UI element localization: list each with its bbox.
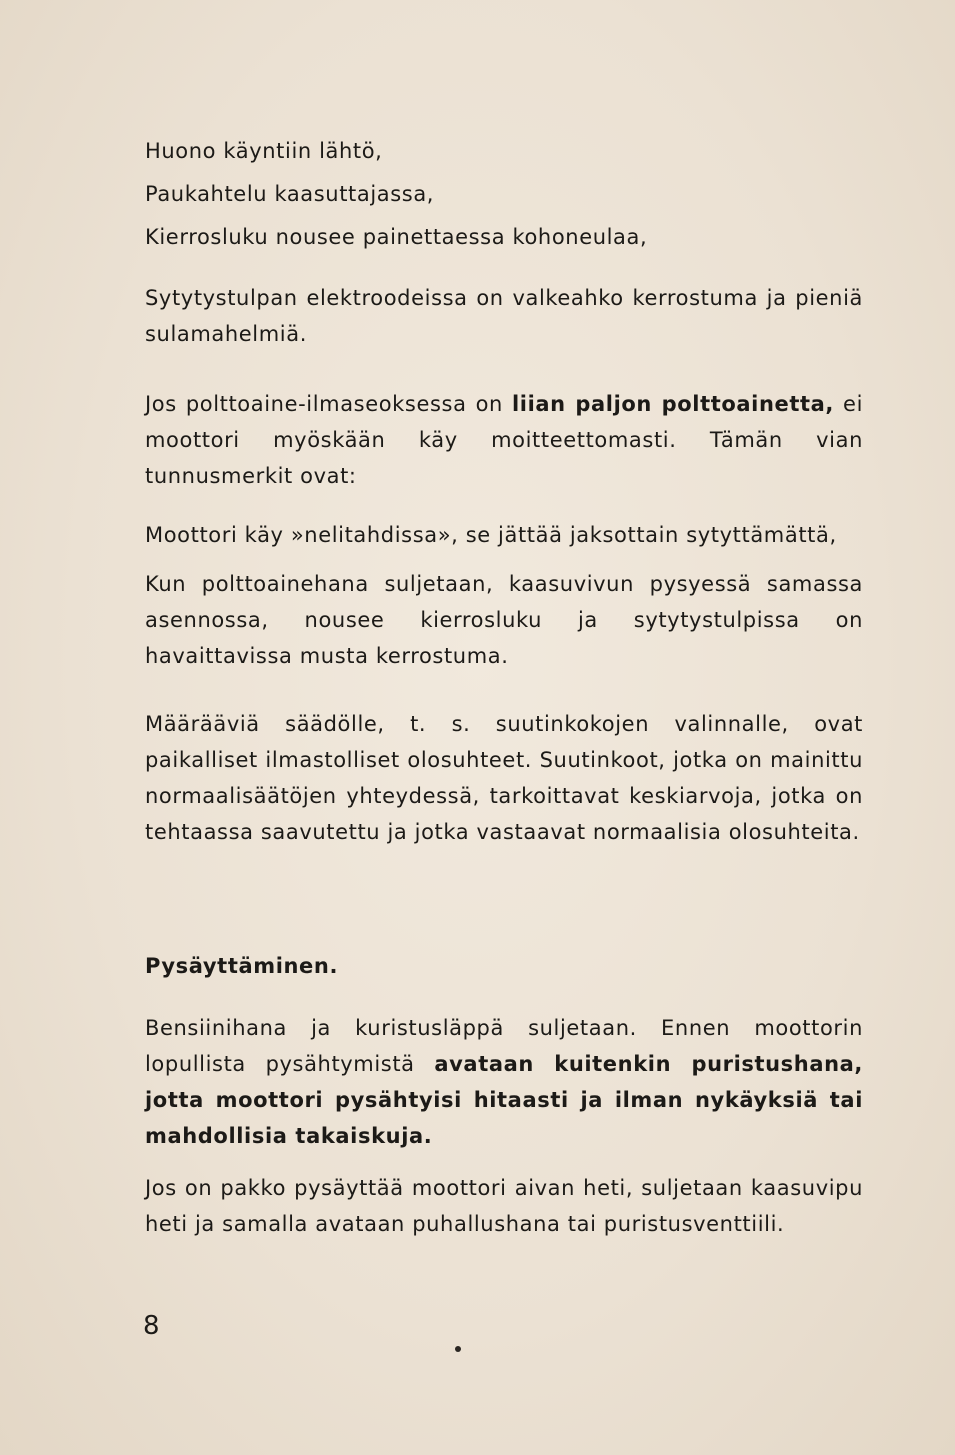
paragraph-jos-start: Jos polttoaine-ilmaseoksessa on [145, 392, 512, 416]
page-number: 8 [143, 1311, 160, 1341]
paragraph-bensiinihana-start: Bensiinihana ja kuristusläppä suljetaan. Ennen moottorin lopullista pysähtymistä [145, 1016, 863, 1076]
symptom-line-3: Kierrosluku nousee painettaessa kohoneulaa, [145, 225, 648, 249]
paragraph-maaraavia: Määrääviä säädölle, t. s. suutinkokojen valinnalle, ovat paikalliset ilmastolliset olosuhteet. Suutinkoot, jotka on mainittu normaalisäätöjen yhteydessä, tarkoittavat keskiarvoja, jotka on tehtaassa saavutettu ja jotka vastaavat normaalisia olosuhteita. [145, 712, 863, 844]
paragraph-kun-polttoainehana: Kun polttoainehana suljetaan, kaasuvivun pysyessä samassa asennossa, nousee kierrosluku ja sytytystulpissa on havaittavissa musta kerrostuma. [145, 572, 863, 668]
ink-dot [455, 1346, 461, 1352]
paragraph-sytytystulpan: Sytytystulpan elektroodeissa on valkeahko kerrostuma ja pieniä sulamahelmiä. [145, 286, 863, 346]
paragraph-bensiinihana-bold: avataan kuitenkin puristushana, jotta moottori pysähtyisi hitaasti ja ilman nykäyksiä tai mahdollisia takaiskuja. [145, 1052, 863, 1148]
symptom-list [145, 133, 863, 255]
line-moottori-kay: Moottori käy »nelitahdissa», se jättää jaksottain sytyttämättä, [145, 523, 837, 547]
paragraph-jos-polttoaine [145, 386, 863, 494]
symptom-line-2: Paukahtelu kaasuttajassa, [145, 182, 435, 206]
section-heading-pysayttaminen: Pysäyttäminen. [145, 954, 339, 978]
paragraph-bensiinihana [145, 1010, 863, 1154]
paragraph-jos-bold: liian paljon polttoainetta, [512, 392, 835, 416]
paragraph-jos-pakko: Jos on pakko pysäyttää moottori aivan heti, suljetaan kaasuvipu heti ja samalla avataan puhallushana tai puristusventtiili. [145, 1176, 863, 1236]
symptom-line-1: Huono käyntiin lähtö, [145, 139, 383, 163]
paragraph-jos-end: ei moottori myöskään käy moitteettomasti. Tämän vian tunnusmerkit ovat: [145, 392, 864, 488]
